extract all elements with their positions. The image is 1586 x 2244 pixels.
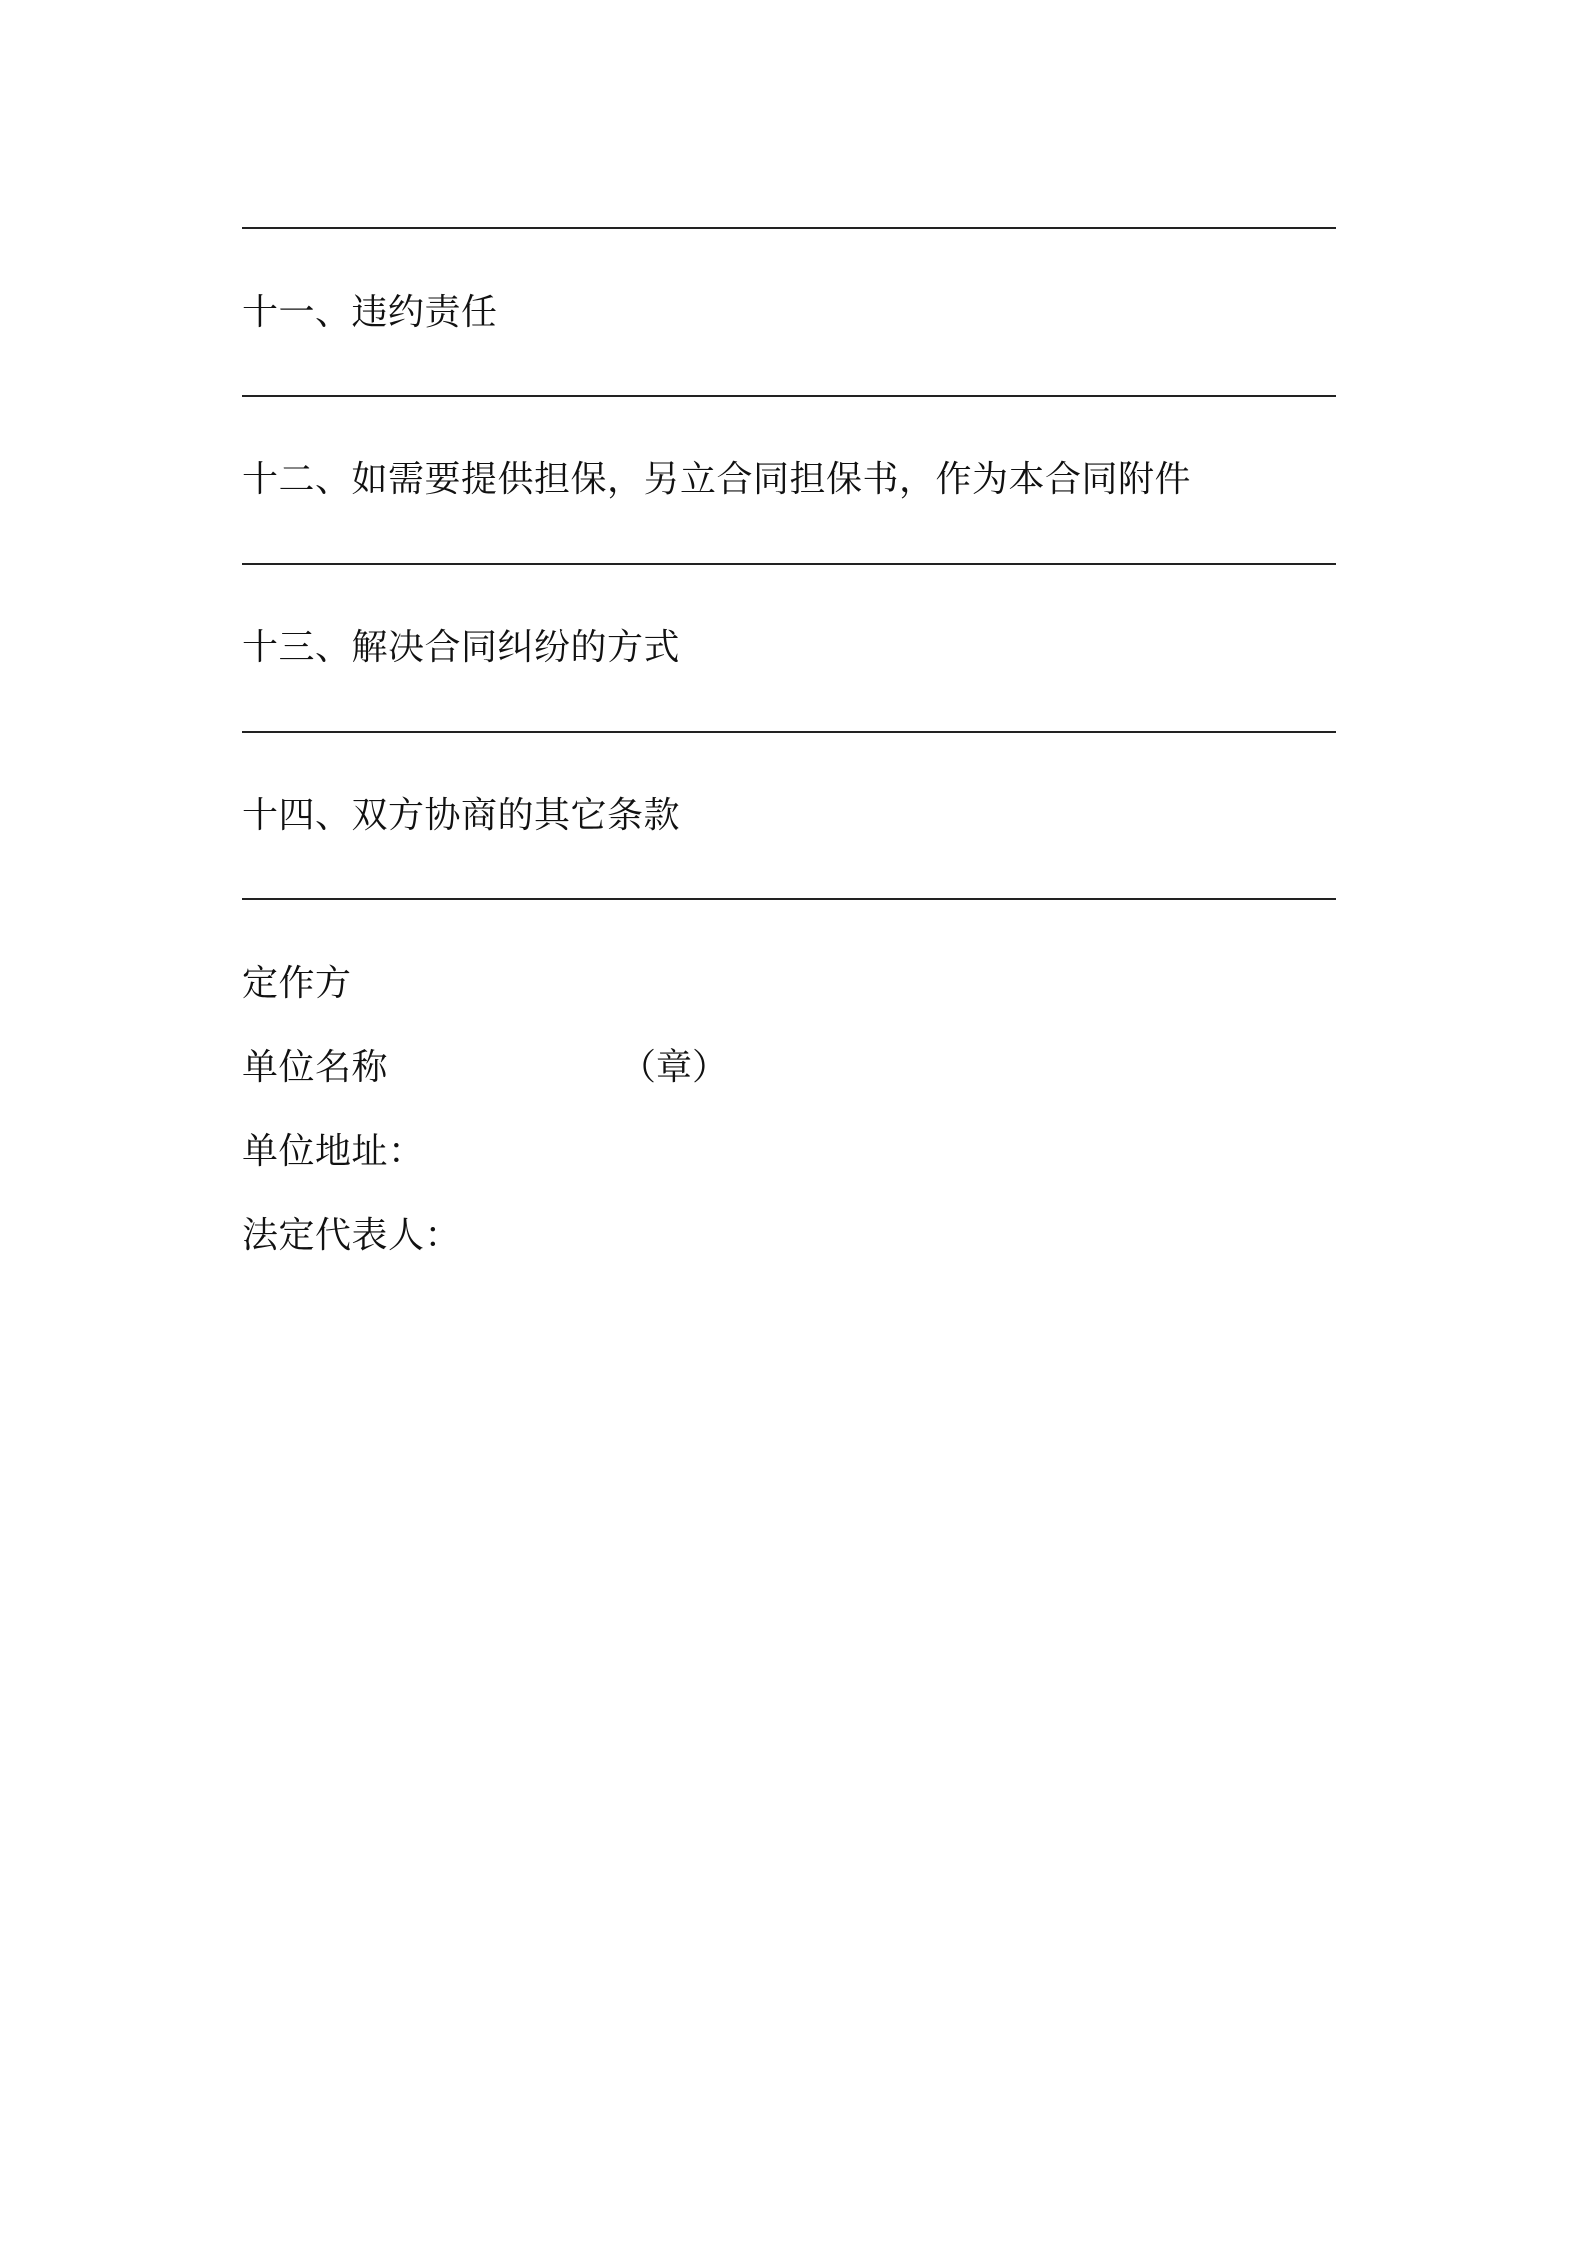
clause-14-heading: 十四、双方协商的其它条款 — [242, 795, 681, 836]
unit-address-label: 单位地址： — [242, 1131, 425, 1172]
fill-in-line — [242, 898, 1336, 900]
unit-name-label: 单位名称 — [242, 1047, 389, 1088]
clause-11-heading: 十一、违约责任 — [242, 292, 498, 333]
seal-label: （章） — [620, 1047, 729, 1088]
fill-in-line — [242, 731, 1336, 733]
fill-in-line — [242, 395, 1336, 397]
party-label: 定作方 — [242, 963, 352, 1004]
clause-13-heading: 十三、解决合同纠纷的方式 — [242, 627, 681, 668]
clause-12-heading: 十二、如需要提供担保，另立合同担保书，作为本合同附件 — [242, 459, 1192, 500]
fill-in-line — [242, 227, 1336, 229]
legal-representative-label: 法定代表人： — [242, 1215, 462, 1256]
fill-in-line — [242, 563, 1336, 565]
